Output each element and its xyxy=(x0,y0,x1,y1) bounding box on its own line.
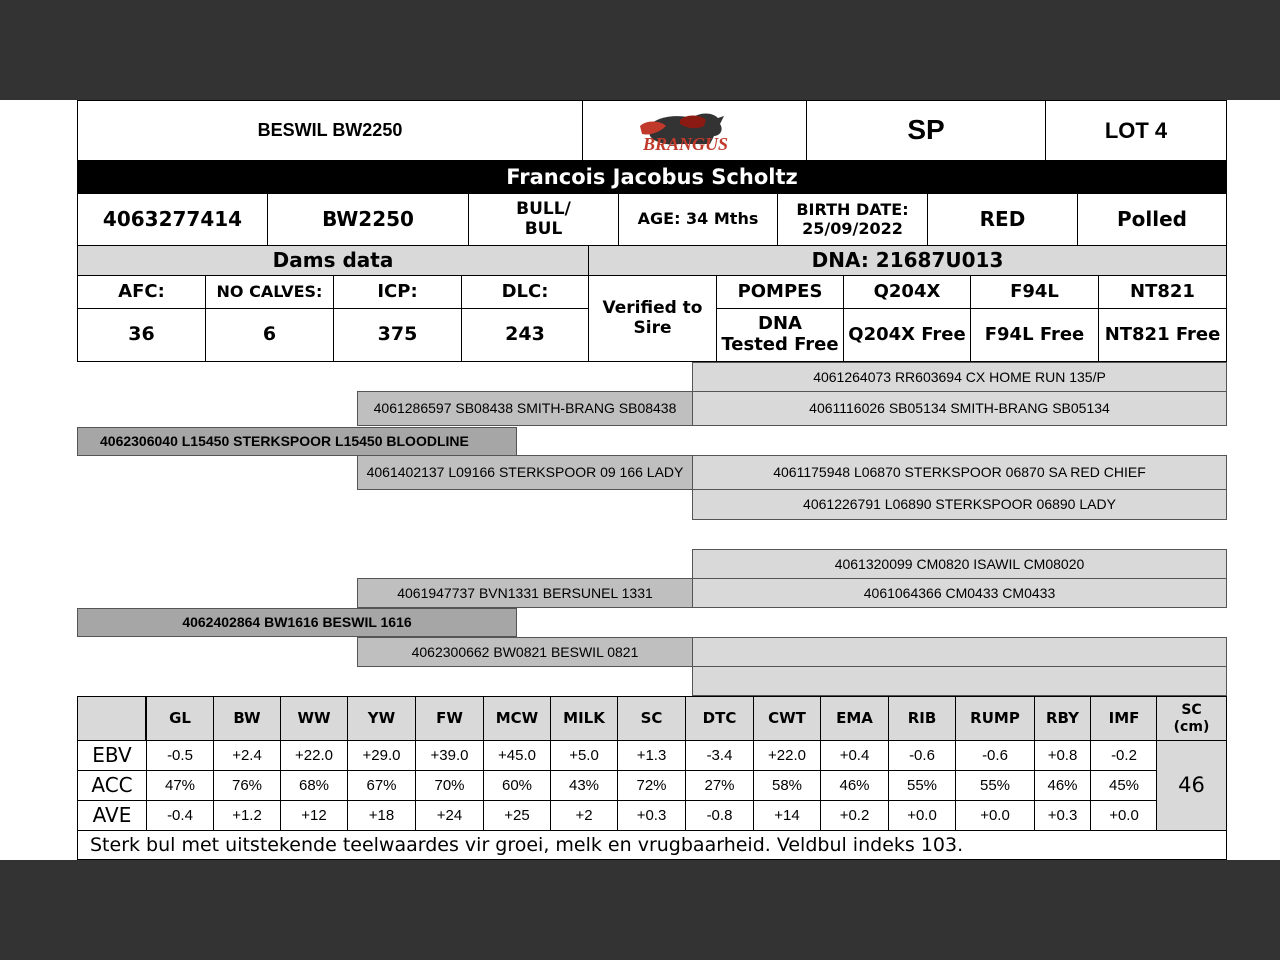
ebv-ave-fw: +24 xyxy=(415,800,484,831)
pedigree-dam: 4062402864 BW1616 BESWIL 1616 xyxy=(77,608,517,637)
pompes-result-line-1: DNA xyxy=(758,313,802,335)
ebv-ave-milk: +2 xyxy=(550,800,618,831)
ebv-ebv-ww: +22.0 xyxy=(280,740,348,771)
ebv-ave-rby: +0.3 xyxy=(1034,800,1091,831)
bull-logo-icon xyxy=(620,106,770,156)
ebv-header-cwt: CWT xyxy=(753,696,821,741)
ebv-ebv-fw: +39.0 xyxy=(415,740,484,771)
sp-code: SP xyxy=(806,100,1046,161)
ebv-ave-imf: +0.0 xyxy=(1090,800,1158,831)
ebv-acc-sc: 72% xyxy=(617,770,686,801)
dna-result-q204x: Q204X Free xyxy=(843,308,971,362)
ebv-header-milk: MILK xyxy=(550,696,618,741)
ebv-ave-mcw: +25 xyxy=(483,800,551,831)
sex-line-2: BUL xyxy=(524,218,563,239)
birth-date-label: BIRTH DATE: xyxy=(796,200,909,220)
ebv-header-rib: RIB xyxy=(888,696,956,741)
verified-line-2: Sire xyxy=(633,317,672,338)
ebv-ebv-milk: +5.0 xyxy=(550,740,618,771)
ebv-header-dtc: DTC xyxy=(685,696,754,741)
sex-line-1: BULL/ xyxy=(516,198,571,219)
ebv-acc-dtc: 27% xyxy=(685,770,754,801)
dams-header-dlc: DLC: xyxy=(461,275,589,309)
ebv-acc-mcw: 60% xyxy=(483,770,551,801)
tattoo-number: BW2250 xyxy=(267,193,469,246)
dna-result-f94l: F94L Free xyxy=(970,308,1099,362)
ebv-ebv-rby: +0.8 xyxy=(1034,740,1091,771)
ebv-ebv-rump: -0.6 xyxy=(955,740,1035,771)
ebv-corner xyxy=(77,696,146,741)
ebv-header-rby: RBY xyxy=(1034,696,1091,741)
logo-text: BRANGUS xyxy=(642,133,728,154)
ebv-ave-dtc: -0.8 xyxy=(685,800,754,831)
sc-header-line-1: SC xyxy=(1181,702,1202,719)
pedigree-sire: 4062306040 L15450 STERKSPOOR L15450 BLOODLINE xyxy=(77,427,517,456)
ebv-ave-yw: +18 xyxy=(347,800,416,831)
pedigree-dsd: 4061064366 CM0433 CM0433 xyxy=(692,578,1227,608)
ebv-ave-cwt: +14 xyxy=(753,800,821,831)
lot-sheet xyxy=(0,100,1280,860)
pedigree-dam-sire: 4061947737 BVN1331 BERSUNEL 1331 xyxy=(357,578,693,608)
age-cell: AGE: 34 Mths xyxy=(618,193,778,246)
ebv-ebv-ema: +0.4 xyxy=(820,740,889,771)
colour-cell: RED xyxy=(927,193,1078,246)
ebv-acc-ww: 68% xyxy=(280,770,348,801)
ebv-acc-imf: 45% xyxy=(1090,770,1158,801)
brangus-logo xyxy=(582,100,807,161)
dams-value-dlc: 243 xyxy=(461,308,589,362)
pedigree-sds: 4061175948 L06870 STERKSPOOR 06870 SA RED CHIEF xyxy=(692,455,1227,490)
ebv-acc-fw: 70% xyxy=(415,770,484,801)
registration-number: 4063277414 xyxy=(77,193,268,246)
ebv-ave-rump: +0.0 xyxy=(955,800,1035,831)
dams-data-title: Dams data xyxy=(77,245,589,276)
dna-test-pompes: POMPES xyxy=(716,275,844,309)
ebv-acc-gl: 47% xyxy=(146,770,214,801)
ebv-ave-bw: +1.2 xyxy=(213,800,281,831)
verified-to-sire xyxy=(588,275,717,362)
pedigree-ssd: 4061116026 SB05134 SMITH-BRANG SB05134 xyxy=(692,391,1227,426)
birth-date-value: 25/09/2022 xyxy=(802,218,903,238)
ebv-ave-gl: -0.4 xyxy=(146,800,214,831)
ebv-ebv-dtc: -3.4 xyxy=(685,740,754,771)
pedigree-sss: 4061264073 RR603694 CX HOME RUN 135/P xyxy=(692,362,1227,392)
pedigree-dds xyxy=(692,637,1227,667)
ebv-header-sc: SC xyxy=(617,696,686,741)
ebv-ave-sc: +0.3 xyxy=(617,800,686,831)
sc-header-line-2: (cm) xyxy=(1173,718,1210,735)
ebv-acc-rby: 46% xyxy=(1034,770,1091,801)
pedigree-sire-dam: 4061402137 L09166 STERKSPOOR 09 166 LADY xyxy=(357,455,693,490)
ebv-header-imf: IMF xyxy=(1090,696,1158,741)
pedigree-ddd xyxy=(692,666,1227,696)
dna-test-nt821: NT821 xyxy=(1098,275,1227,309)
dams-header-icp: ICP: xyxy=(333,275,462,309)
ebv-header-yw: YW xyxy=(347,696,416,741)
sc-value: 46 xyxy=(1156,740,1227,831)
ebv-acc-bw: 76% xyxy=(213,770,281,801)
ebv-row-label-ebv: EBV xyxy=(77,740,147,771)
ebv-ave-ema: +0.2 xyxy=(820,800,889,831)
ebv-ave-ww: +12 xyxy=(280,800,348,831)
ebv-acc-rump: 55% xyxy=(955,770,1035,801)
dams-value-calves: 6 xyxy=(205,308,334,362)
comment-text: Sterk bul met uitstekende teelwaardes vir groei, melk en vrugbaarheid. Veldbul indeks 103. xyxy=(77,830,1227,860)
ebv-row-label-ave: AVE xyxy=(77,800,147,831)
verified-line-1: Verified to xyxy=(602,297,703,318)
ebv-ebv-bw: +2.4 xyxy=(213,740,281,771)
animal-name: BESWIL BW2250 xyxy=(77,100,583,161)
dams-value-icp: 375 xyxy=(333,308,462,362)
ebv-ave-rib: +0.0 xyxy=(888,800,956,831)
pedigree-dam-dam: 4062300662 BW0821 BESWIL 0821 xyxy=(357,637,693,667)
ebv-acc-cwt: 58% xyxy=(753,770,821,801)
ebv-header-gl: GL xyxy=(146,696,214,741)
lot-number: LOT 4 xyxy=(1045,100,1227,161)
pedigree-sire-sire: 4061286597 SB08438 SMITH-BRANG SB08438 xyxy=(357,391,693,426)
ebv-row-label-acc: ACC xyxy=(77,770,147,801)
birth-date-cell xyxy=(777,193,928,246)
dna-result-nt821: NT821 Free xyxy=(1098,308,1227,362)
ebv-header-ww: WW xyxy=(280,696,348,741)
ebv-header-fw: FW xyxy=(415,696,484,741)
ebv-ebv-gl: -0.5 xyxy=(146,740,214,771)
owner-band: Francois Jacobus Scholtz xyxy=(77,161,1227,193)
ebv-header-mcw: MCW xyxy=(483,696,551,741)
ebv-header-bw: BW xyxy=(213,696,281,741)
sc-cm-header xyxy=(1156,696,1227,741)
ebv-acc-ema: 46% xyxy=(820,770,889,801)
ebv-ebv-mcw: +45.0 xyxy=(483,740,551,771)
ebv-ebv-yw: +29.0 xyxy=(347,740,416,771)
pompes-result-line-2: Tested Free xyxy=(721,334,839,355)
dna-result-pompes xyxy=(716,308,844,362)
pedigree-sdd: 4061226791 L06890 STERKSPOOR 06890 LADY xyxy=(692,489,1227,520)
ebv-acc-milk: 43% xyxy=(550,770,618,801)
ebv-header-ema: EMA xyxy=(820,696,889,741)
sex-cell xyxy=(468,193,619,246)
ebv-header-rump: RUMP xyxy=(955,696,1035,741)
dna-test-f94l: F94L xyxy=(970,275,1099,309)
ebv-acc-yw: 67% xyxy=(347,770,416,801)
ebv-ebv-imf: -0.2 xyxy=(1090,740,1158,771)
horn-status-cell: Polled xyxy=(1077,193,1227,246)
dams-header-calves: NO CALVES: xyxy=(205,275,334,309)
ebv-ebv-sc: +1.3 xyxy=(617,740,686,771)
ebv-acc-rib: 55% xyxy=(888,770,956,801)
pedigree-dss: 4061320099 CM0820 ISAWIL CM08020 xyxy=(692,549,1227,579)
ebv-ebv-cwt: +22.0 xyxy=(753,740,821,771)
dams-value-afc: 36 xyxy=(77,308,206,362)
ebv-ebv-rib: -0.6 xyxy=(888,740,956,771)
dams-header-afc: AFC: xyxy=(77,275,206,309)
dna-title: DNA: 21687U013 xyxy=(588,245,1227,276)
dna-test-q204x: Q204X xyxy=(843,275,971,309)
